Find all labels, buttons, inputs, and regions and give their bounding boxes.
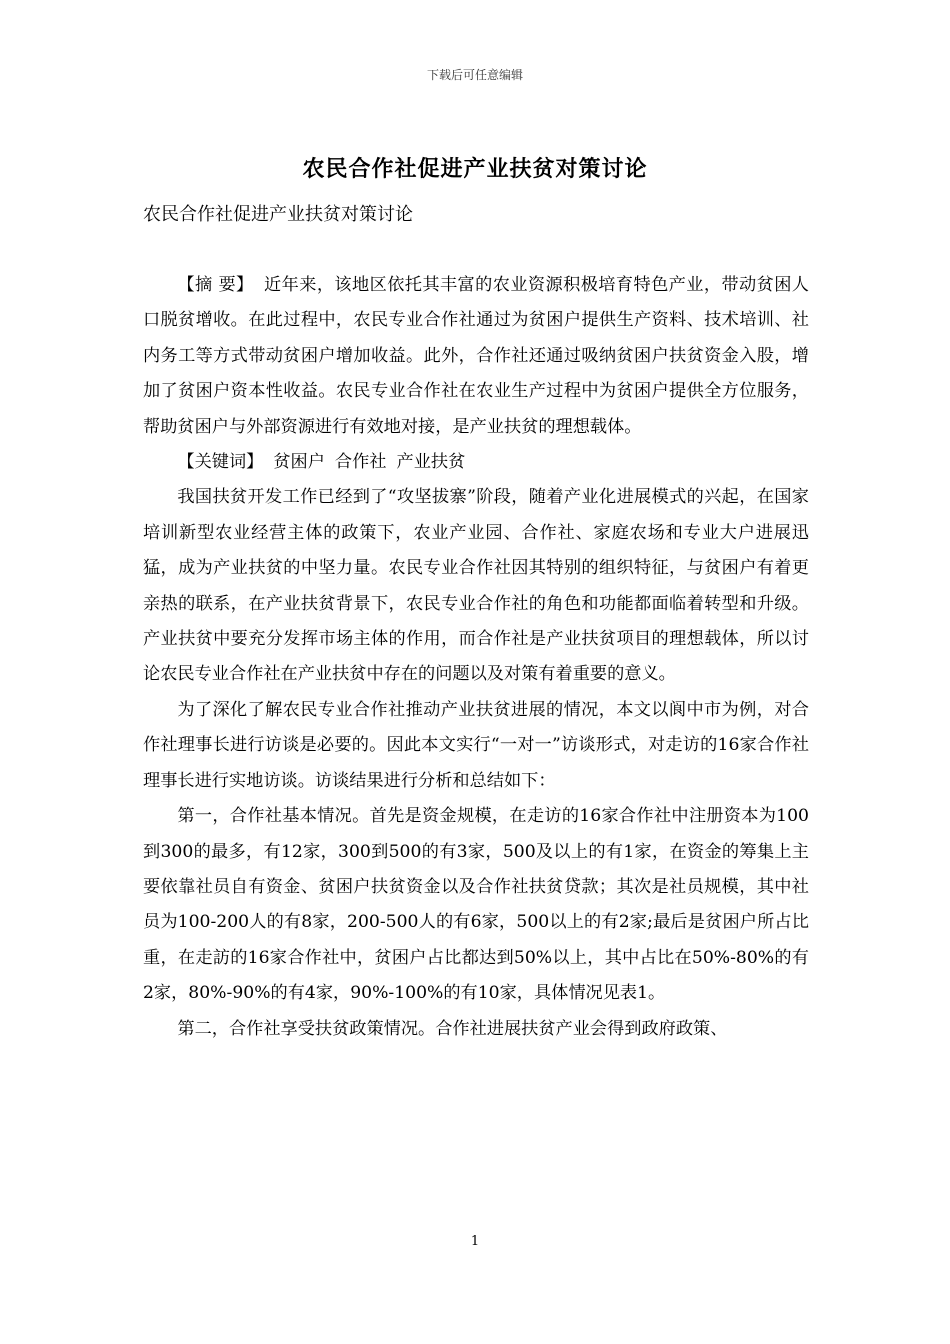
- page-number: 1: [470, 1234, 480, 1249]
- body-paragraph: 我国扶贫开发工作已经到了“攻坚拔寨”阶段，随着产业化进展模式的兴起，在国家培训新型农业经营主体的政策下，农业产业园、合作社、家庭农场和专业大户进展迅猛，成为产业扶贫的中坚力量。农民专业合作社因其特别的组织特征，与贫困户有着更亲热的联系，在产业扶贫背景下，农民专业合作社的角色和功能都面临着转型和升级。产业扶贫中要充分发挥市场主体的作用，而合作社是产业扶贫项目的理想载体，所以讨论农民专业合作社在产业扶贫中存在的问题以及对策有着重要的意义。: [143, 487, 809, 685]
- keywords-label: 【关键词】: [177, 452, 264, 473]
- header-note: 下载后可任意编辑: [426, 68, 523, 82]
- keyword-item: 合作社: [334, 452, 387, 473]
- keyword-item: 贫困户: [273, 452, 325, 473]
- abstract-label: 【摘 要】: [177, 275, 254, 295]
- body-paragraph: 第二，合作社享受扶贫政策情况。合作社进展扶贫产业会得到政府政策、: [177, 1018, 728, 1039]
- document-title: 农民合作社促进产业扶贫对策讨论: [302, 156, 648, 182]
- abstract-paragraph: [143, 268, 809, 445]
- abstract-text: 近年来，该地区依托其丰富的农业资源积极培育特色产业，带动贫困人口脱贫增收。在此过程中，农民专业合作社通过为贫困户提供生产资料、技术培训、社内务工等方式带动贫困户增加收益。此外，合作社还通过吸纳贫困户扶贫资金入股，增加了贫困户资本性收益。农民专业合作社在农业生产过程中为贫困户提供全方位服务，帮助贫困户与外部资源进行有效地对接，是产业扶贫的理想载体。: [143, 275, 809, 437]
- document-subtitle: 农民合作社促进产业扶贫对策讨论: [143, 204, 413, 225]
- document-body: [143, 268, 809, 1047]
- body-paragraph: 第一，合作社基本情况。首先是资金规模，在走访的16家合作社中注册资本为100到300的最多，有12家，300到500的有3家，500及以上的有1家，在资金的筹集上主要依靠社员自有资金、贫困户扶贫资金以及合作社扶贫贷款；其次是社员规模，其中社员为100-200人的有8家，200-500人的有6家，500以上的有2家;最后是贫困户所占比重，在走訪的16家合作社中，贫困户占比都达到50%以上，其中占比在50%-80%的有2家，80%-90%的有4家，90%-100%的有10家，具体情况见表1。: [143, 806, 809, 1004]
- keywords-paragraph: [143, 445, 809, 480]
- body-paragraph: 为了深化了解农民专业合作社推动产业扶贫进展的情况，本文以阆中市为例，对合作社理事长进行访谈是必要的。因此本文实行“一对一”访谈形式，对走访的16家合作社理事长进行实地访谈。访谈结果进行分析和总结如下：: [143, 699, 809, 791]
- keyword-item: 产业扶贫: [396, 452, 466, 473]
